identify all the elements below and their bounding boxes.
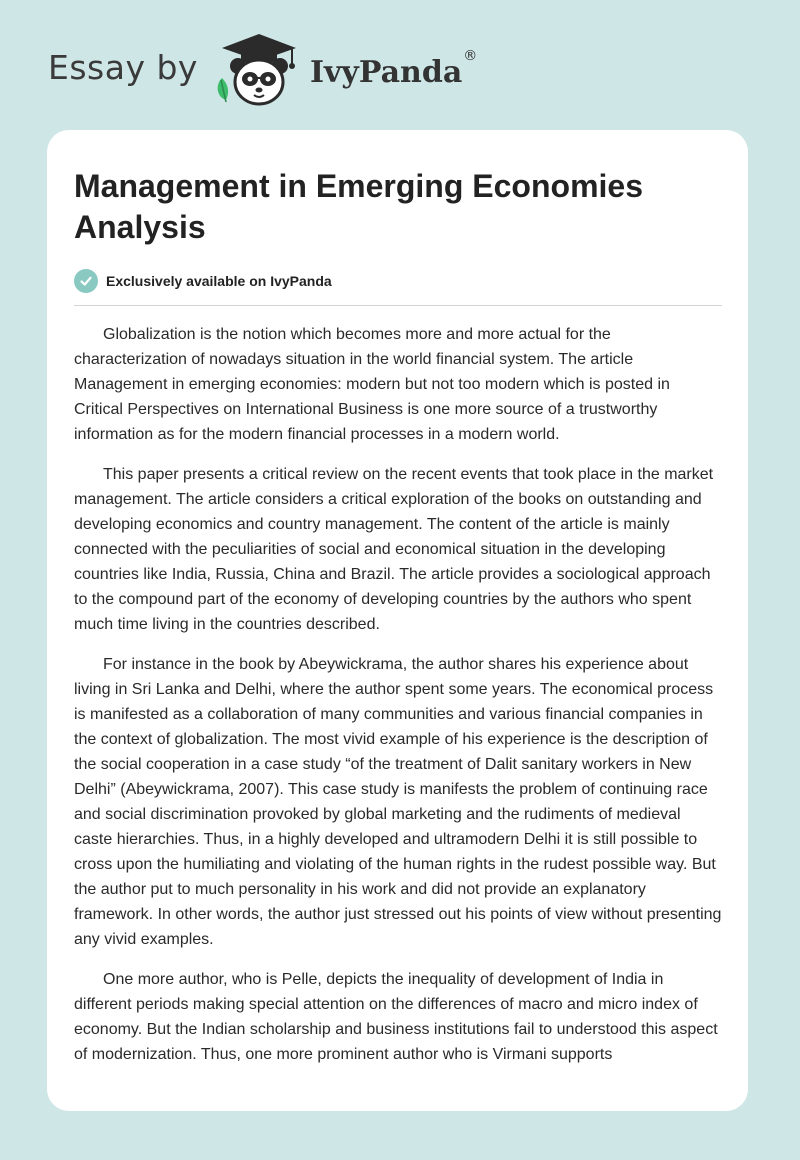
exclusive-badge (74, 269, 722, 306)
panda-logo-icon (212, 30, 306, 110)
paragraph: For instance in the book by Abeywickrama, the author shares his experience about living in Sri Lanka and Delhi, where the author spent some years. The economical process is manifested as a collaboration of many communities and various financial companies in the context of globalization. The most vivid example of his experience is the description of the social cooperation in a case study “of the treatment of Dalit sanitary workers in New Delhi” (Abeywickrama, 2007). This case study is manifests the problem of continuing race and social discrimination provoked by global marketing and the rudiments of medieval caste hierarchies. Thus, in a highly developed and ultramodern Delhi it is still possible to cross upon the humiliating and violating of the human rights in the rudest possible way. But the author put to much personality in his work and did not provide an explanatory framework. In other words, the author just stressed out his points of view without presenting any vivid examples. (74, 656, 722, 948)
brand-header[interactable] (48, 30, 477, 110)
paragraph: One more author, who is Pelle, depicts the inequality of development of India in different periods making special attention on the differences of macro and micro index of economy. But the Indian scholarship and business institutions fail to understood this aspect of modernization. Thus, one more prominent author who is Virmani supports (74, 971, 718, 1063)
page-title: Management in Emerging Economies Analysis (74, 168, 643, 245)
check-icon (74, 269, 98, 293)
brand-prefix: Essay by (48, 47, 198, 87)
paragraph: Globalization is the notion which becomes more and more actual for the characterization of nowadays situation in the world financial system. The article Management in emerging economies: modern but not too modern which is posted in Critical Perspectives on International Business is one more source of a trustworthy information as for the modern financial processes in a modern world. (74, 326, 670, 443)
registered-mark: ® (463, 48, 478, 64)
brand-name: IvyPanda (309, 54, 463, 90)
essay-card (47, 130, 748, 1111)
badge-label: Exclusively available on IvyPanda (106, 273, 332, 289)
essay-body (74, 322, 722, 1067)
paragraph: This paper presents a critical review on the recent events that took place in the market management. The article considers a critical exploration of the books on outstanding and developing economics and country management. The content of the article is mainly connected with the peculiarities of social and economical situation in the developing countries like India, Russia, China and Brazil. The article provides a sociological approach to the compound part of the economy of developing countries by the authors who spent much time living in the countries described. (74, 466, 714, 633)
